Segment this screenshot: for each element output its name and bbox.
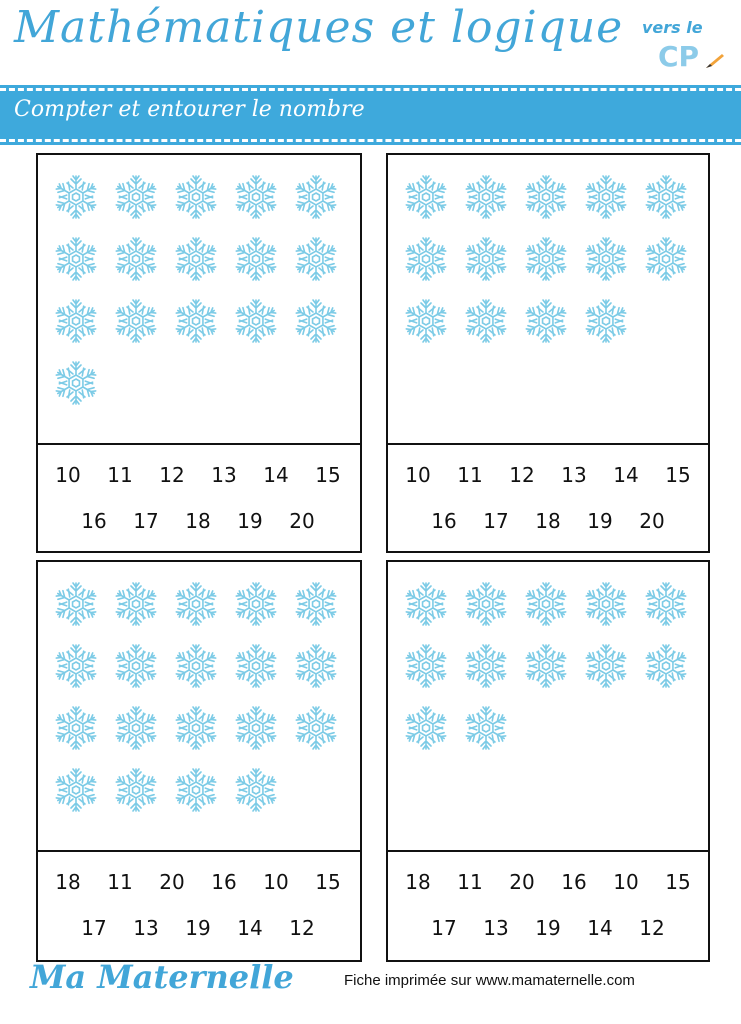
- snowflake-icon: [402, 642, 450, 690]
- snowflake-icon: [52, 580, 100, 628]
- snowflake-icon: [642, 580, 690, 628]
- snowflake-icon: [582, 297, 630, 345]
- number-choice[interactable]: 18: [55, 870, 81, 894]
- snowflake-icon: [172, 766, 220, 814]
- snowflake-icon: [462, 173, 510, 221]
- snowflake-icon: [232, 235, 280, 283]
- snowflake-icon: [582, 173, 630, 221]
- snowflake-icon: [582, 642, 630, 690]
- number-choice[interactable]: 13: [483, 916, 509, 940]
- snowflake-icon: [402, 173, 450, 221]
- snowflake-icon: [462, 235, 510, 283]
- snowflake-icon: [522, 297, 570, 345]
- snowflake-area: [38, 155, 360, 445]
- snowflake-icon: [292, 704, 340, 752]
- instruction-band: [0, 88, 741, 142]
- snowflake-icon: [232, 297, 280, 345]
- snowflake-icon: [52, 642, 100, 690]
- footer-note: Fiche imprimée sur www.mamaternelle.com: [344, 972, 635, 989]
- snowflake-icon: [462, 580, 510, 628]
- snowflake-icon: [172, 642, 220, 690]
- number-choice[interactable]: 19: [535, 916, 561, 940]
- snowflake-icon: [52, 704, 100, 752]
- snowflake-icon: [582, 580, 630, 628]
- number-choices: [388, 445, 708, 551]
- number-choice[interactable]: 14: [263, 463, 289, 487]
- snowflake-icon: [582, 235, 630, 283]
- snowflake-icon: [232, 580, 280, 628]
- exercise-card: [386, 560, 710, 962]
- number-choice[interactable]: 17: [133, 509, 159, 533]
- number-choice[interactable]: 20: [289, 509, 315, 533]
- snowflake-area: [388, 155, 708, 445]
- number-choice[interactable]: 11: [457, 870, 483, 894]
- number-choice[interactable]: 18: [405, 870, 431, 894]
- number-choices: [38, 852, 360, 960]
- footer-logo: Ma Maternelle: [30, 958, 294, 996]
- number-choice[interactable]: 15: [665, 870, 691, 894]
- number-choice[interactable]: 14: [237, 916, 263, 940]
- number-choice[interactable]: 11: [107, 870, 133, 894]
- snowflake-icon: [642, 173, 690, 221]
- number-choice[interactable]: 10: [263, 870, 289, 894]
- page-title: Mathématiques et logique: [14, 2, 624, 53]
- number-choice[interactable]: 13: [133, 916, 159, 940]
- number-choice[interactable]: 17: [483, 509, 509, 533]
- snowflake-icon: [522, 642, 570, 690]
- snowflake-icon: [112, 642, 160, 690]
- snowflake-icon: [292, 297, 340, 345]
- snowflake-icon: [112, 173, 160, 221]
- snowflake-icon: [112, 297, 160, 345]
- number-choice[interactable]: 14: [587, 916, 613, 940]
- number-choice[interactable]: 19: [185, 916, 211, 940]
- snowflake-icon: [112, 704, 160, 752]
- instruction-text: Compter et entourer le nombre: [14, 97, 365, 122]
- snowflake-area: [38, 562, 360, 852]
- snowflake-icon: [462, 704, 510, 752]
- number-choice[interactable]: 14: [613, 463, 639, 487]
- number-choice[interactable]: 19: [587, 509, 613, 533]
- snowflake-icon: [52, 359, 100, 407]
- number-choice[interactable]: 15: [665, 463, 691, 487]
- number-choice[interactable]: 18: [185, 509, 211, 533]
- number-choices: [38, 445, 360, 551]
- snowflake-icon: [112, 766, 160, 814]
- snowflake-icon: [52, 173, 100, 221]
- snowflake-icon: [522, 580, 570, 628]
- number-choice[interactable]: 16: [211, 870, 237, 894]
- number-choice[interactable]: 10: [405, 463, 431, 487]
- snowflake-icon: [522, 173, 570, 221]
- pencil-icon: [704, 52, 726, 70]
- snowflake-icon: [52, 297, 100, 345]
- number-choice[interactable]: 12: [289, 916, 315, 940]
- number-choice[interactable]: 12: [159, 463, 185, 487]
- number-choice[interactable]: 18: [535, 509, 561, 533]
- badge-top-text: vers le: [642, 18, 703, 37]
- snowflake-icon: [402, 235, 450, 283]
- badge-level-text: CP: [658, 40, 700, 73]
- snowflake-icon: [642, 235, 690, 283]
- snowflake-area: [388, 562, 708, 852]
- snowflake-icon: [232, 766, 280, 814]
- number-choices: [388, 852, 708, 960]
- snowflake-icon: [292, 235, 340, 283]
- snowflake-icon: [292, 580, 340, 628]
- number-choice[interactable]: 15: [315, 463, 341, 487]
- snowflake-icon: [172, 297, 220, 345]
- number-choice[interactable]: 11: [457, 463, 483, 487]
- snowflake-icon: [172, 704, 220, 752]
- exercise-card: [36, 153, 362, 553]
- snowflake-icon: [112, 580, 160, 628]
- number-choice[interactable]: 17: [431, 916, 457, 940]
- snowflake-icon: [402, 704, 450, 752]
- snowflake-icon: [462, 642, 510, 690]
- number-choice[interactable]: 12: [509, 463, 535, 487]
- number-choice[interactable]: 20: [159, 870, 185, 894]
- snowflake-icon: [402, 580, 450, 628]
- snowflake-icon: [402, 297, 450, 345]
- number-choice[interactable]: 16: [561, 870, 587, 894]
- snowflake-icon: [112, 235, 160, 283]
- number-choice[interactable]: 16: [431, 509, 457, 533]
- snowflake-icon: [232, 642, 280, 690]
- snowflake-icon: [292, 173, 340, 221]
- number-choice[interactable]: 13: [561, 463, 587, 487]
- snowflake-icon: [172, 173, 220, 221]
- number-choice[interactable]: 13: [211, 463, 237, 487]
- snowflake-icon: [52, 235, 100, 283]
- snowflake-icon: [462, 297, 510, 345]
- number-choice[interactable]: 15: [315, 870, 341, 894]
- snowflake-icon: [52, 766, 100, 814]
- exercise-card: [386, 153, 710, 553]
- number-choice[interactable]: 16: [81, 509, 107, 533]
- number-choice[interactable]: 10: [613, 870, 639, 894]
- snowflake-icon: [172, 580, 220, 628]
- number-choice[interactable]: 20: [509, 870, 535, 894]
- number-choice[interactable]: 12: [639, 916, 665, 940]
- number-choice[interactable]: 17: [81, 916, 107, 940]
- number-choice[interactable]: 20: [639, 509, 665, 533]
- snowflake-icon: [292, 642, 340, 690]
- level-badge: [640, 14, 730, 84]
- snowflake-icon: [642, 642, 690, 690]
- snowflake-icon: [232, 173, 280, 221]
- number-choice[interactable]: 11: [107, 463, 133, 487]
- snowflake-icon: [172, 235, 220, 283]
- snowflake-icon: [232, 704, 280, 752]
- number-choice[interactable]: 10: [55, 463, 81, 487]
- number-choice[interactable]: 19: [237, 509, 263, 533]
- exercise-card: [36, 560, 362, 962]
- snowflake-icon: [522, 235, 570, 283]
